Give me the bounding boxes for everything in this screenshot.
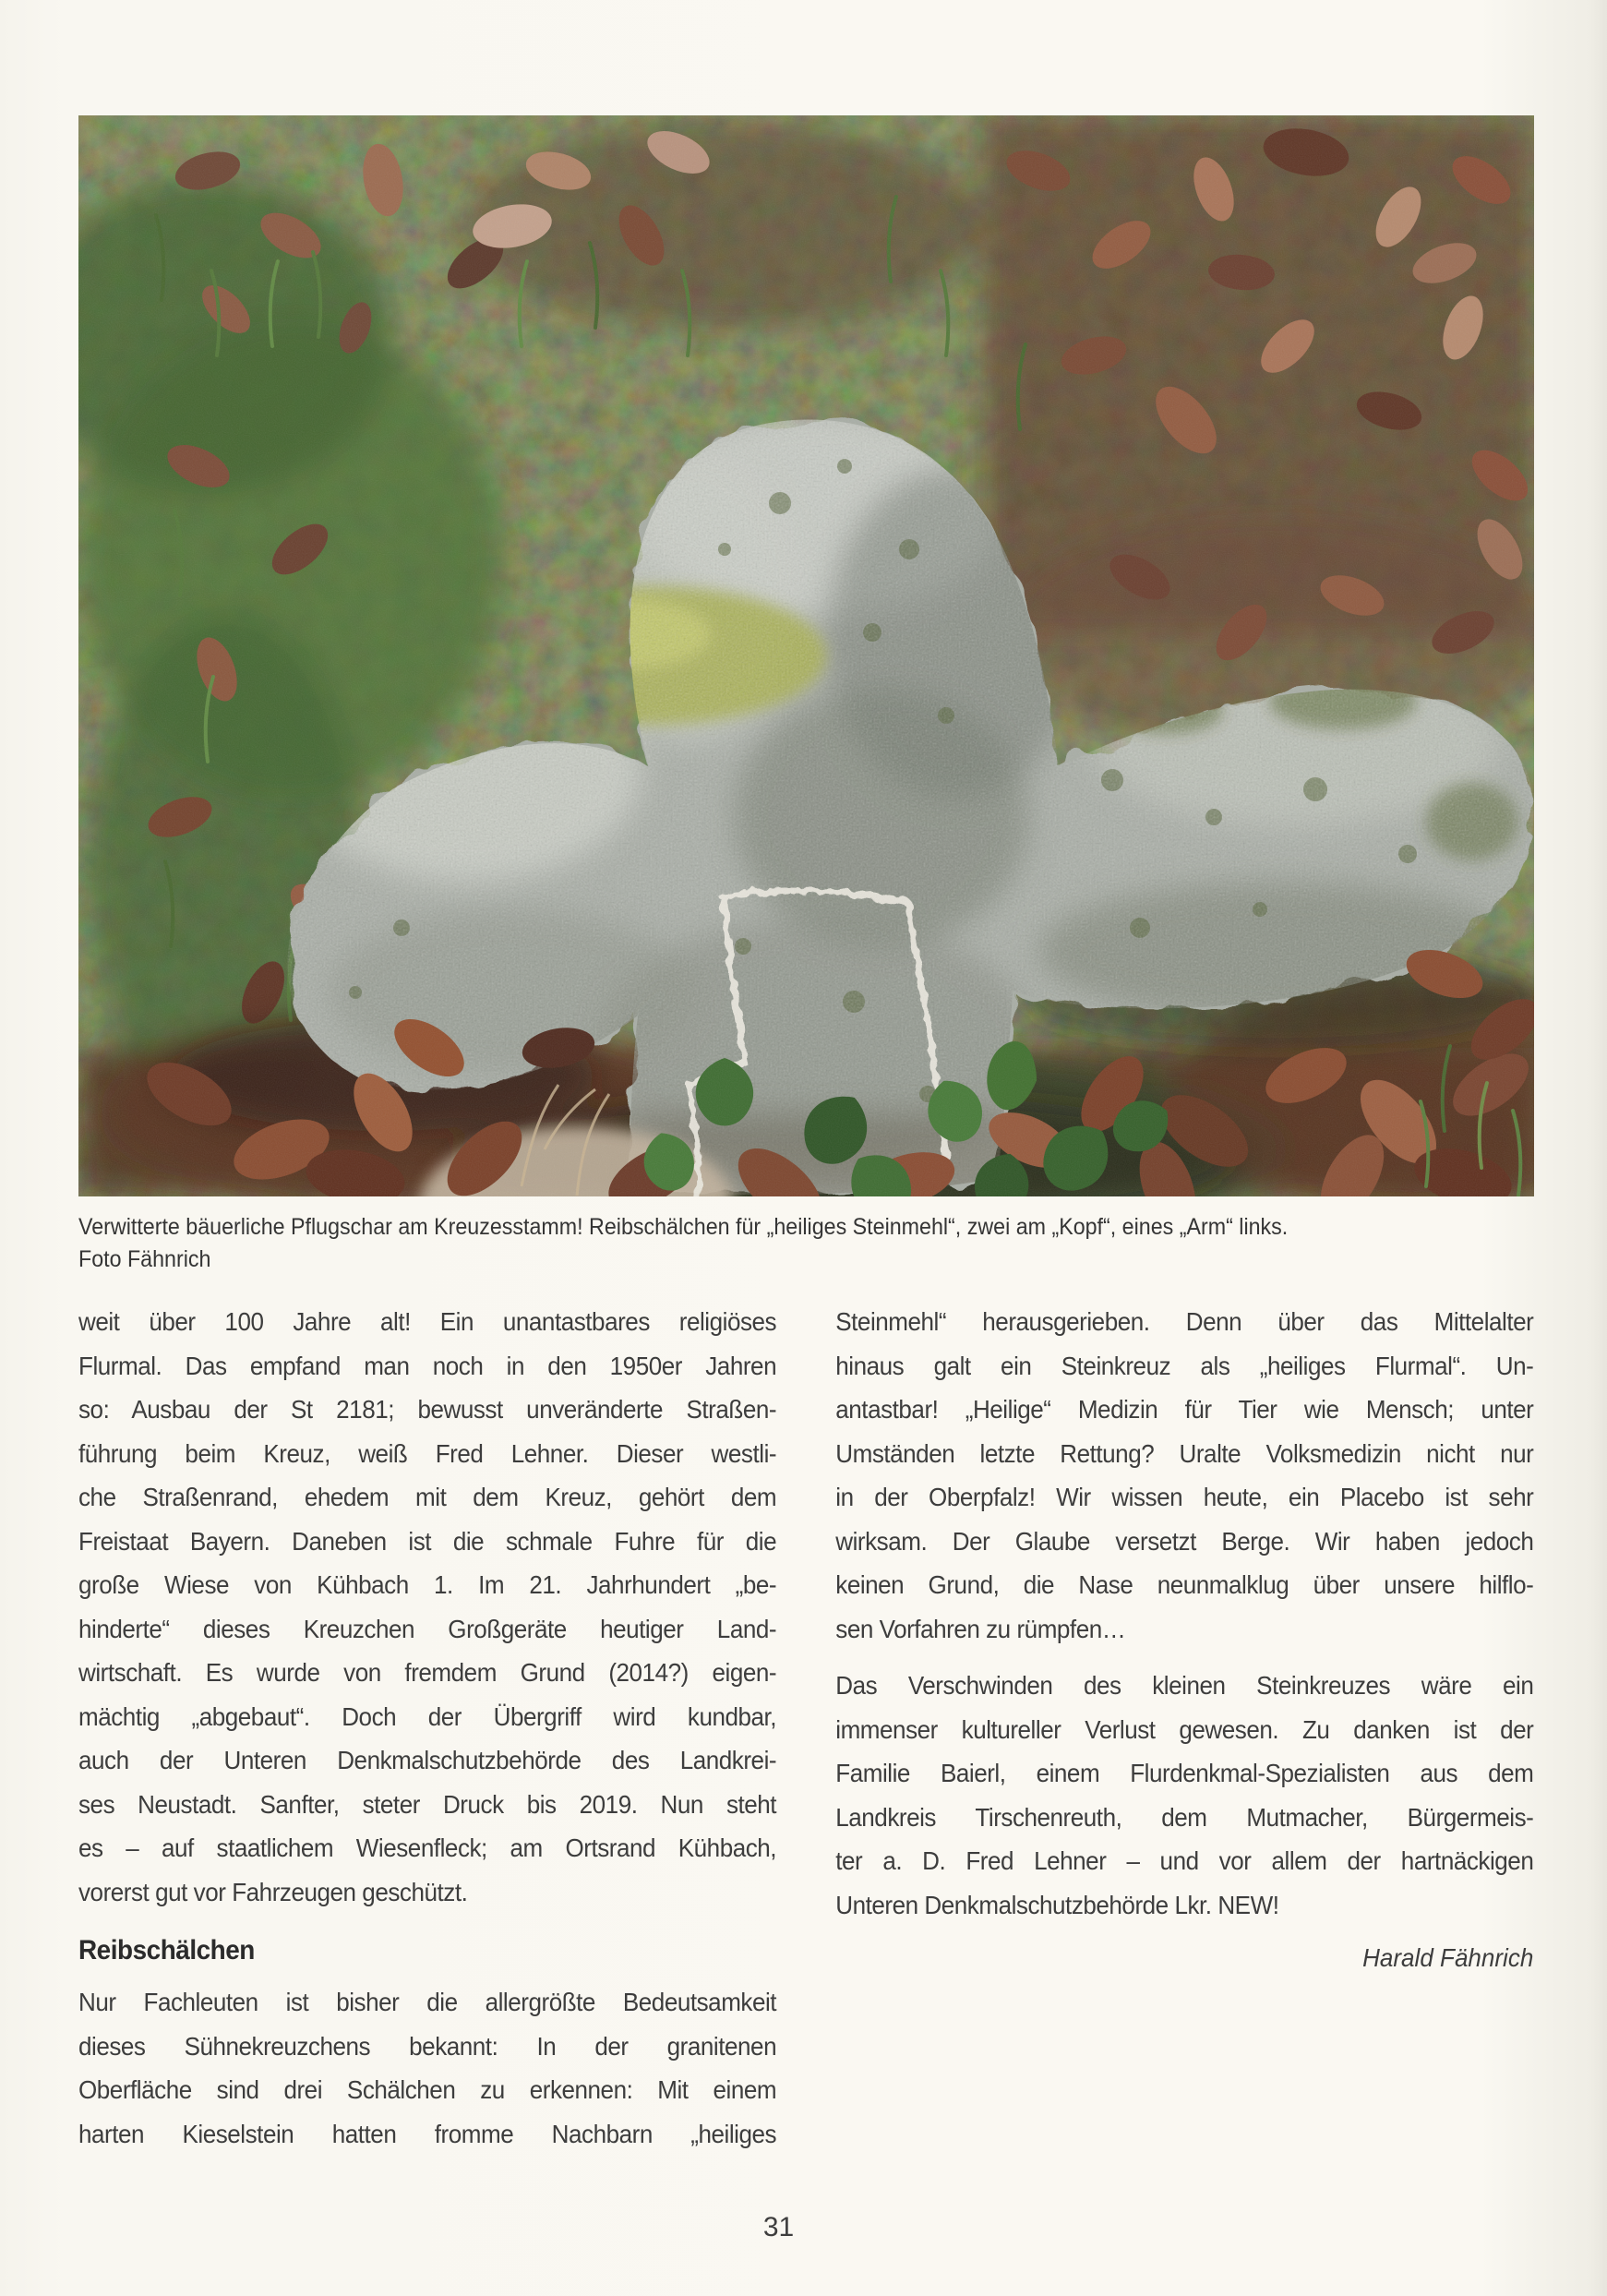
text-line: sen Vorfahren zu rümpfen… <box>835 1614 1126 1643</box>
right-column <box>835 1300 1533 2156</box>
text-line: antastbar! „Heilige“ Medizin für Tier wie Mensch; unter <box>835 1395 1534 1424</box>
text-line: Familie Baierl, einem Flurdenkmal-Spezialisten aus dem <box>835 1759 1534 1787</box>
text-line: mächtig „abgebaut“. Doch der Übergriff wird kundbar, <box>78 1701 777 1731</box>
text-line: vorerst gut vor Fahrzeugen geschützt. <box>78 1877 468 1906</box>
text-line: ses Neustadt. Sanfter, steter Druck bis 2019. Nun steht <box>78 1789 777 1819</box>
text-line: hinderte“ dieses Kreuzchen Großgeräte heutiger Land- <box>78 1614 777 1643</box>
text-line: che Straßenrand, ehedem mit dem Kreuz, gehört dem <box>78 1483 777 1511</box>
caption-credit: Foto Fähnrich <box>78 1246 211 1272</box>
text-line: auch der Unteren Denkmalschutzbehörde des Landkrei- <box>78 1746 777 1774</box>
page-number: 31 <box>762 2212 795 2242</box>
stone-cross-photo-svg <box>78 115 1534 1196</box>
text-line: in der Oberpfalz! Wir wissen heute, ein Placebo ist sehr <box>835 1483 1534 1511</box>
text-line: Flurmal. Das empfand man noch in den 1950er Jahren <box>78 1351 777 1380</box>
photo-caption <box>78 1211 1533 1276</box>
text-line: große Wiese von Kühbach 1. Im 21. Jahrhundert „be- <box>78 1570 777 1599</box>
text-line: wirksam. Der Glaube versetzt Berge. Wir haben jedoch <box>835 1526 1534 1556</box>
stone-cross-photo <box>78 115 1534 1196</box>
text-line: Nur Fachleuten ist bisher die allergrößte Bedeutsamkeit <box>78 1988 777 2016</box>
text-line: Landkreis Tirschenreuth, dem Mutmacher, Bürgermeis- <box>835 1802 1534 1832</box>
right-paragraph-1 <box>835 1300 1533 1651</box>
text-line: keinen Grund, die Nase neunmalklug über unsere hilflo- <box>835 1570 1534 1599</box>
text-line: wirtschaft. Es wurde von fremdem Grund (2014?) eigen- <box>78 1658 777 1687</box>
text-line: Umständen letzte Rettung? Uralte Volksmedizin nicht nur <box>835 1438 1534 1468</box>
text-line: führung beim Kreuz, weiß Fred Lehner. Dieser westli- <box>78 1438 777 1468</box>
film-grain-overlay <box>78 115 1534 1196</box>
text-line: weit über 100 Jahre alt! Ein unantastbares religiöses <box>78 1307 777 1336</box>
article-columns <box>78 1300 1533 2156</box>
text-line: Steinmehl“ herausgerieben. Denn über das Mittelalter <box>835 1307 1534 1336</box>
caption-line: Verwitterte bäuerliche Pflugschar am Kreuzesstamm! Reibschälchen für „heiliges Steinmehl“, zwei am „Kopf“, eines „Arm“ links. <box>78 1214 1289 1240</box>
text-line: harten Kieselstein hatten fromme Nachbarn „heiliges <box>78 2119 777 2148</box>
text-line: ter a. D. Fred Lehner – und vor allem der hartnäckigen <box>835 1846 1534 1875</box>
section-heading: Reibschälchen <box>78 1935 255 1965</box>
right-paragraph-2 <box>835 1664 1533 1927</box>
text-line: Oberfläche sind drei Schälchen zu erkennen: Mit einem <box>78 2075 777 2104</box>
text-area <box>78 1211 1533 2156</box>
text-line: Freistaat Bayern. Daneben ist die schmale Fuhre für die <box>78 1526 777 1556</box>
text-line: so: Ausbau der St 2181; bewusst unveränderte Straßen- <box>78 1395 777 1424</box>
left-paragraph-2 <box>78 1980 776 2156</box>
left-column <box>78 1300 776 2156</box>
author-byline: Harald Fähnrich <box>1362 1943 1534 1972</box>
text-line: immenser kultureller Verlust gewesen. Zu danken ist der <box>835 1714 1534 1744</box>
left-paragraph-1 <box>78 1300 776 1914</box>
text-line: Das Verschwinden des kleinen Steinkreuzes wäre ein <box>835 1671 1534 1700</box>
text-line: hinaus galt ein Steinkreuz als „heiliges Flurmal“. Un- <box>835 1351 1534 1380</box>
text-line: es – auf staatlichem Wiesenfleck; am Ortsrand Kühbach, <box>78 1833 777 1862</box>
text-line: dieses Sühnekreuzchens bekannt: In der granitenen <box>78 2031 777 2061</box>
text-line: Unteren Denkmalschutzbehörde Lkr. NEW! <box>835 1890 1279 1919</box>
